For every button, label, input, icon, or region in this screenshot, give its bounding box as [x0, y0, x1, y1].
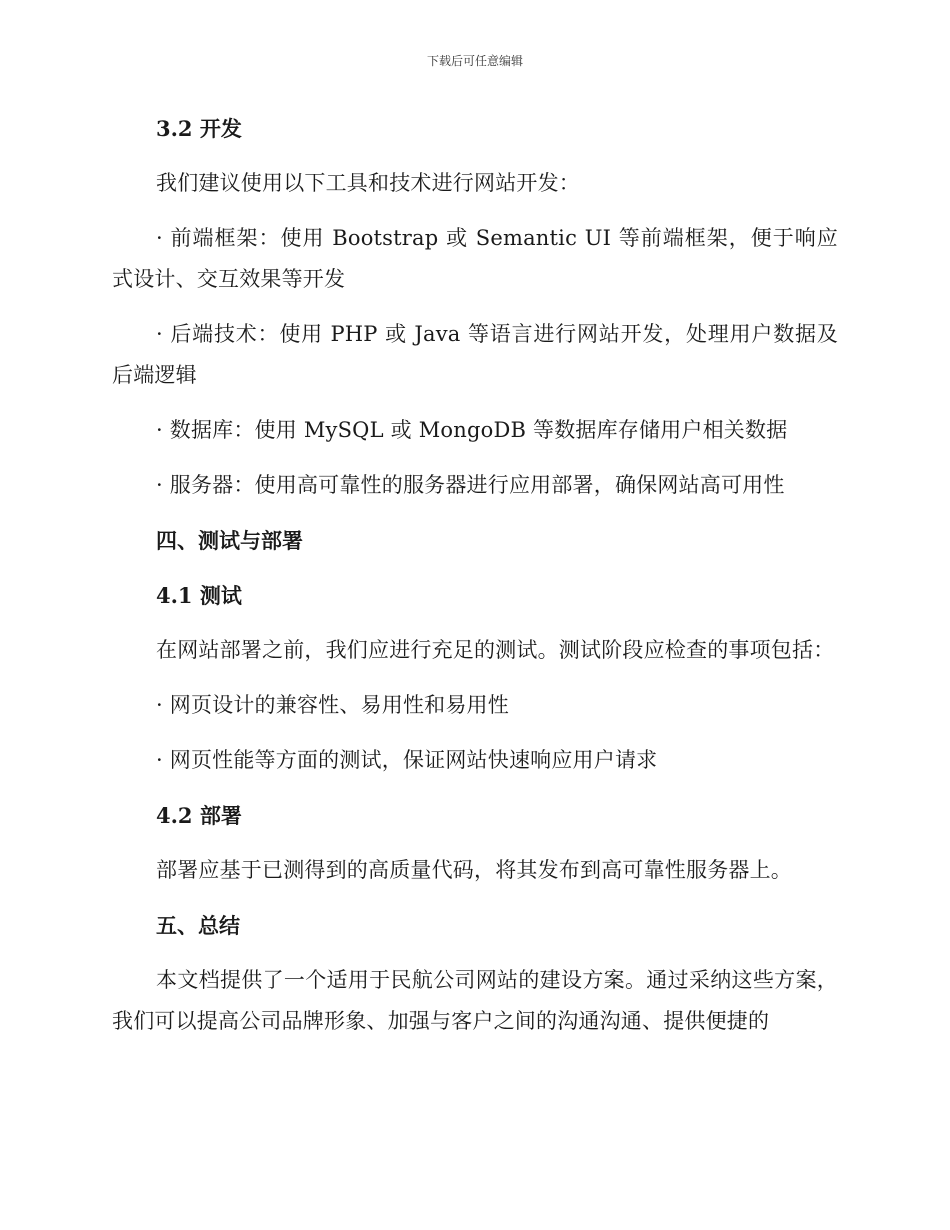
bullet-item: · 服务器：使用高可靠性的服务器进行应用部署，确保网站高可用性	[156, 473, 785, 497]
paragraph: 在网站部署之前，我们应进行充足的测试。测试阶段应检查的事项包括：	[156, 638, 835, 662]
bullet-item: · 后端技术：使用 PHP 或 Java 等语言进行网站开发，处理用户数据及后端逻辑	[112, 322, 838, 387]
section-heading: 4.1 测试	[156, 583, 242, 608]
bullet-item: · 网页设计的兼容性、易用性和易用性	[156, 693, 509, 717]
document-body	[112, 108, 838, 1056]
paragraph: 本文档提供了一个适用于民航公司网站的建设方案。通过采纳这些方案，我们可以提高公司品牌形象、加强与客户之间的沟通沟通、提供便捷的	[112, 968, 838, 1033]
bullet-item: · 数据库：使用 MySQL 或 MongoDB 等数据库存储用户相关数据	[156, 418, 788, 442]
section-heading: 五、总结	[156, 913, 240, 938]
paragraph: 我们建议使用以下工具和技术进行网站开发：	[156, 171, 580, 195]
section-heading: 3.2 开发	[156, 116, 242, 141]
page-header: 下载后可任意编辑	[426, 54, 523, 68]
bullet-item: · 前端框架：使用 Bootstrap 或 Semantic UI 等前端框架，便于响应式设计、交互效果等开发	[112, 226, 838, 291]
section-heading: 4.2 部署	[156, 803, 242, 828]
bullet-item: · 网页性能等方面的测试，保证网站快速响应用户请求	[156, 748, 658, 772]
section-heading: 四、测试与部署	[156, 528, 303, 553]
paragraph: 部署应基于已测得到的高质量代码，将其发布到高可靠性服务器上。	[156, 858, 792, 882]
